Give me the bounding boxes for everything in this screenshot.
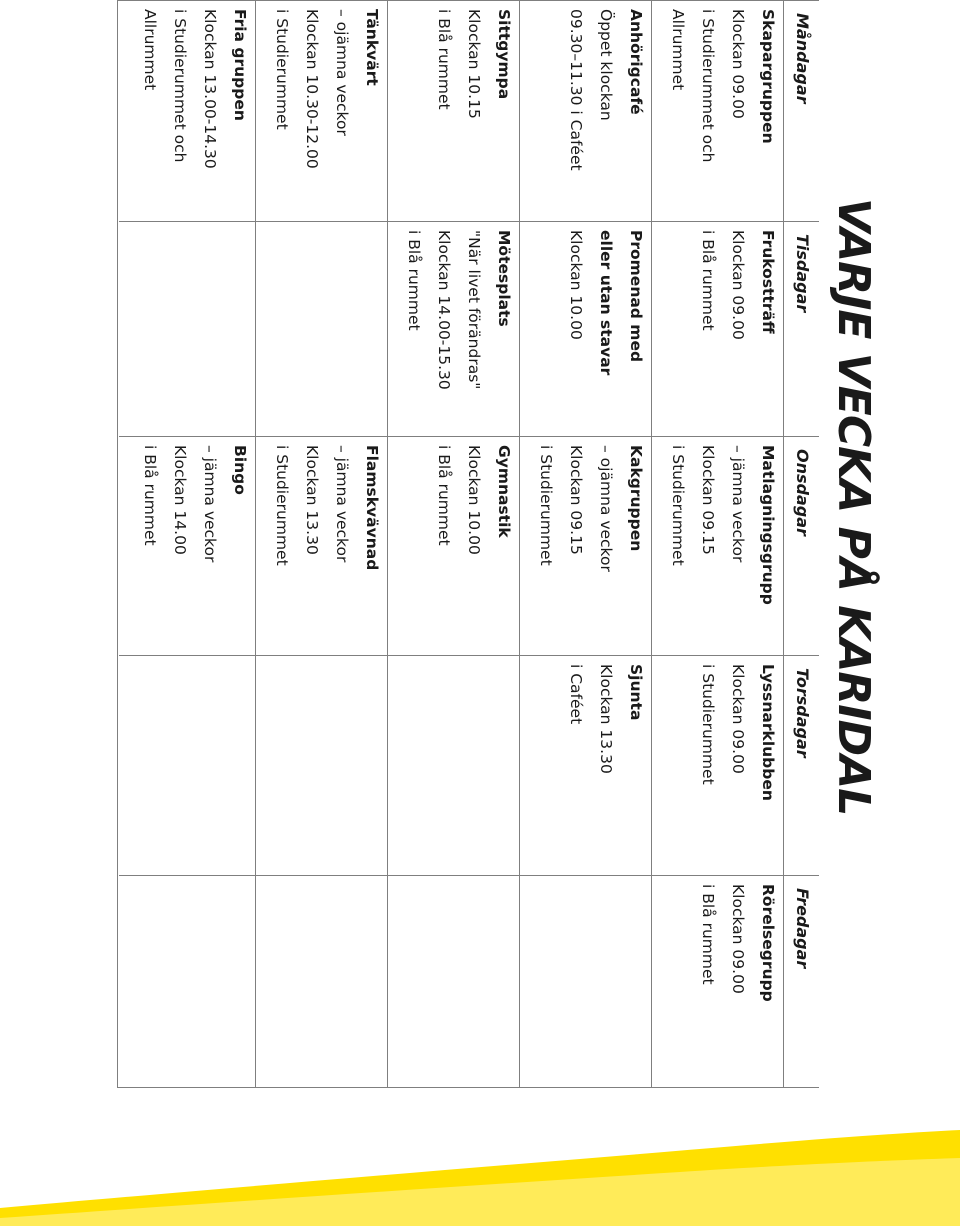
activity-name: Tänkvärt [363, 9, 381, 86]
activity-detail: i Blå rummet [435, 445, 453, 546]
activity-detail: Allrummet [141, 9, 159, 91]
activity-name: Gymnastik [495, 445, 513, 538]
activity-detail: Klockan 09.00 [729, 229, 747, 340]
activity-detail: i Caféet [567, 663, 585, 724]
weekly-schedule-table [117, 0, 819, 1088]
activity-name: Sittgympa [495, 9, 513, 100]
activity-detail: Klockan 10.00 [465, 445, 483, 556]
activity-text [561, 664, 651, 774]
empty-cell [520, 876, 651, 1087]
empty-cell [388, 876, 519, 1087]
activity-detail: – ojämna veckor [333, 9, 351, 136]
activity-detail: i Blå rummet [405, 229, 423, 331]
activity-text [399, 230, 519, 390]
header-row [783, 1, 819, 1087]
day-header-label: Fredagar [793, 888, 812, 969]
activity-cell [119, 437, 255, 656]
activity-text [693, 884, 783, 1002]
empty-cell [256, 876, 387, 1087]
activity-detail: – jämna veckor [729, 445, 747, 563]
activity-detail: Klockan 09.15 [699, 445, 717, 556]
activity-text [135, 9, 255, 169]
activity-cell [256, 437, 387, 656]
activity-detail: i Studierummet [537, 445, 555, 566]
activity-text [663, 9, 783, 162]
page-title: VARJE VECKA PÅ KARIDAL [828, 198, 879, 816]
activity-detail: – jämna veckor [201, 445, 219, 563]
day-header-cell [784, 876, 819, 1087]
activity-name: Promenad med [627, 229, 645, 362]
activity-name: Skapargruppen [759, 9, 777, 144]
empty-cell [388, 656, 519, 877]
activity-cell [388, 222, 519, 438]
activity-text [429, 445, 519, 555]
activity-text [267, 445, 387, 570]
activity-cell [520, 437, 651, 656]
activity-detail: i Blå rummet [699, 884, 717, 985]
activity-name: Flamskvävnad [363, 445, 381, 571]
day-header-cell [784, 222, 819, 438]
activity-detail: Allrummet [669, 9, 687, 91]
activity-name: Kakgruppen [627, 445, 645, 552]
activity-detail: Öppet klockan [597, 9, 615, 121]
activity-cell [256, 1, 387, 222]
empty-cell [119, 222, 255, 438]
activity-name: Lyssnarklubben [759, 663, 777, 801]
activity-detail: Klockan 10.00 [567, 229, 585, 340]
activity-name: Matlagningsgrupp [759, 445, 777, 606]
activity-detail: i Studierummet [273, 445, 291, 566]
activity-detail: "När livet förändras" [465, 229, 483, 389]
activity-detail: Klockan 14.00-15.30 [435, 229, 453, 390]
day-header-label: Tisdagar [793, 233, 812, 312]
activity-cell [652, 222, 783, 438]
activity-name: Rörelsegrupp [759, 884, 777, 1003]
activity-detail: Klockan 13.00-14.30 [201, 9, 219, 169]
activity-detail: i Studierummet [699, 663, 717, 785]
schedule-row [255, 1, 387, 1087]
activity-name: Anhörigcafé [627, 9, 645, 115]
activity-name: Bingo [231, 445, 249, 496]
empty-cell [119, 876, 255, 1087]
day-header-label: Onsdagar [793, 449, 812, 537]
activity-cell [388, 437, 519, 656]
activity-detail: Klockan 09.00 [729, 9, 747, 119]
activity-cell [652, 1, 783, 222]
activity-detail: – ojämna veckor [597, 445, 615, 573]
activity-text [693, 230, 783, 340]
activity-text [663, 445, 783, 605]
activity-detail: Klockan 09.00 [729, 884, 747, 995]
day-header-label: Torsdagar [793, 667, 812, 758]
schedule-row [119, 1, 255, 1087]
activity-detail: i Blå rummet [435, 9, 453, 110]
empty-cell [256, 222, 387, 438]
activity-detail: eller utan stavar [597, 229, 615, 375]
activity-text [429, 9, 519, 119]
activity-text [561, 230, 651, 375]
activity-detail: Klockan 13.30 [303, 445, 321, 556]
day-header-cell [784, 437, 819, 656]
schedule-row [651, 1, 783, 1087]
activity-detail: Klockan 14.00 [171, 445, 189, 556]
activity-cell [388, 1, 519, 222]
activity-cell [520, 656, 651, 877]
activity-detail: Klockan 13.30 [597, 663, 615, 774]
activity-text [561, 9, 651, 171]
activity-detail: i Blå rummet [699, 229, 717, 331]
activity-cell [652, 437, 783, 656]
activity-text [693, 664, 783, 801]
activity-detail: – jämna veckor [333, 445, 351, 563]
activity-detail: Klockan 09.00 [729, 663, 747, 774]
activity-text [531, 445, 651, 572]
activity-detail: i Studierummet [273, 9, 291, 130]
activity-detail: 09.30–11.30 i Caféet [567, 9, 585, 171]
activity-name: Frukostträff [759, 229, 777, 334]
activity-text [267, 9, 387, 169]
day-header-cell [784, 1, 819, 222]
empty-cell [119, 656, 255, 877]
activity-cell [520, 1, 651, 222]
activity-detail: i Studierummet och [171, 9, 189, 163]
activity-cell [652, 876, 783, 1087]
activity-detail: i Studierummet [669, 445, 687, 566]
yellow-swoosh-decoration [0, 1120, 960, 1226]
empty-cell [256, 656, 387, 877]
activity-name: Sjunta [627, 663, 645, 721]
activity-detail: i Studierummet och [699, 9, 717, 163]
activity-text [135, 445, 255, 562]
activity-cell [520, 222, 651, 438]
activity-detail: Klockan 10.30-12.00 [303, 9, 321, 169]
activity-detail: Klockan 10.15 [465, 9, 483, 119]
activity-name: Fria gruppen [231, 9, 249, 121]
schedule-row [519, 1, 651, 1087]
activity-detail: Klockan 09.15 [567, 445, 585, 556]
activity-cell [119, 1, 255, 222]
activity-name: Mötesplats [495, 229, 513, 327]
schedule-row [387, 1, 519, 1087]
day-header-cell [784, 656, 819, 877]
activity-cell [652, 656, 783, 877]
day-header-label: Måndagar [793, 13, 812, 104]
activity-detail: i Blå rummet [141, 445, 159, 546]
